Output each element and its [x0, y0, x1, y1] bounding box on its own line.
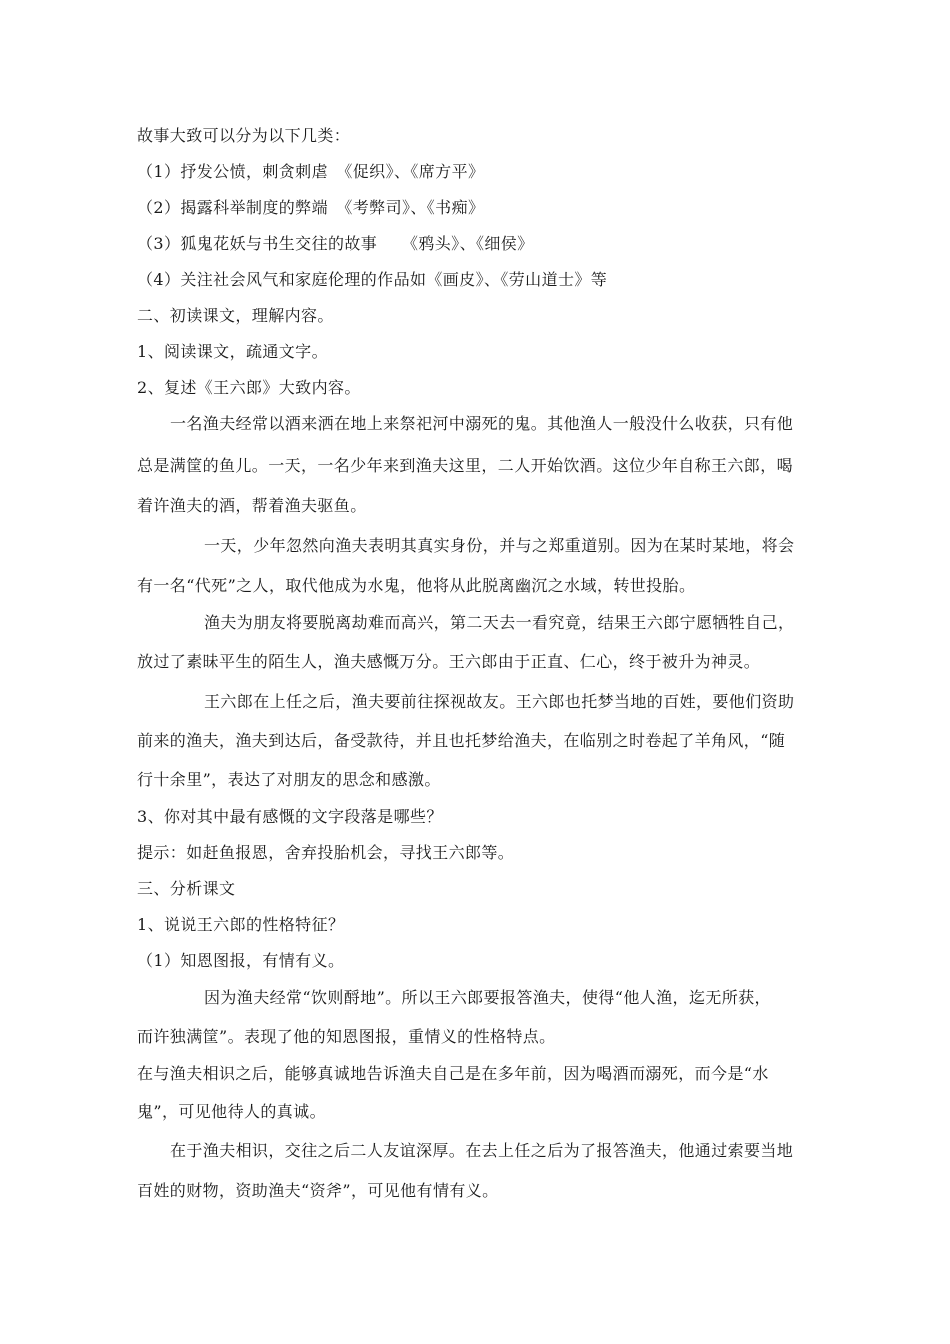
summary-paragraph-2-line: 一天，少年忽然向渔夫表明其真实身份，并与之郑重道别。因为在某时某地，将会	[204, 536, 795, 555]
analysis-paragraph-3-line: 在于渔夫相识，交往之后二人友谊深厚。在去上任之后为了报答渔夫，他通过索要当地	[170, 1141, 794, 1160]
summary-paragraph-2-line: 有一名“代死”之人，取代他成为水鬼，他将从此脱离幽沉之水域，转世投胎。	[137, 576, 696, 595]
analysis-paragraph-2-line: 鬼”，可见他待人的真诚。	[137, 1102, 326, 1121]
summary-paragraph-3-line: 放过了素昧平生的陌生人，渔夫感慨万分。王六郎由于正直、仁心，终于被升为神灵。	[137, 652, 761, 671]
category-item-1: （1）抒发公愤，刺贪刺虐 《促织》、《席方平》	[137, 162, 485, 181]
step-3: 3、你对其中最有感慨的文字段落是哪些？	[137, 807, 443, 826]
section-heading-2: 二、初读课文，理解内容。	[137, 306, 334, 325]
category-item-4: （4）关注社会风气和家庭伦理的作品如《画皮》、《劳山道士》等	[137, 270, 608, 289]
analysis-paragraph-1-line: 因为渔夫经常“饮则酹地”。所以王六郎要报答渔夫，使得“他人渔，迄无所获，	[204, 988, 771, 1007]
trait-heading-1: （1）知恩图报，有情有义。	[137, 951, 345, 970]
summary-paragraph-1-line: 一名渔夫经常以酒来洒在地上来祭祀河中溺死的鬼。其他渔人一般没什么收获，只有他	[170, 414, 794, 433]
hint-line: 提示：如赶鱼报恩，舍弃投胎机会，寻找王六郎等。	[137, 843, 515, 862]
summary-paragraph-1-line: 总是满筐的鱼儿。一天，一名少年来到渔夫这里，二人开始饮酒。这位少年自称王六郎，喝	[137, 456, 794, 475]
summary-paragraph-4-line: 前来的渔夫，渔夫到达后，备受款待，并且也托梦给渔夫，在临别之时卷起了羊角风，“随	[137, 731, 786, 750]
summary-paragraph-4-line: 行十余里”，表达了对朋友的思念和感激。	[137, 770, 441, 789]
step-1: 1、阅读课文，疏通文字。	[137, 342, 328, 361]
section-heading-3: 三、分析课文	[137, 879, 236, 898]
category-item-2: （2）揭露科举制度的弊端 《考弊司》、《书痴》	[137, 198, 485, 217]
summary-paragraph-4-line: 王六郎在上任之后，渔夫要前往探视故友。王六郎也托梦当地的百姓，要他们资助	[204, 692, 795, 711]
summary-paragraph-3-line: 渔夫为朋友将要脱离劫难而高兴，第二天去一看究竟，结果王六郎宁愿牺牲自己，	[204, 613, 795, 632]
summary-paragraph-1-line: 着许渔夫的酒，帮着渔夫驱鱼。	[137, 496, 367, 515]
intro-line: 故事大致可以分为以下几类：	[137, 126, 351, 145]
analysis-paragraph-1-line: 而许独满筐”。表现了他的知恩图报，重情义的性格特点。	[137, 1027, 556, 1046]
analysis-paragraph-3-line: 百姓的财物，资助渔夫“资斧”，可见他有情有义。	[137, 1181, 499, 1200]
analysis-paragraph-2-line: 在与渔夫相识之后，能够真诚地告诉渔夫自己是在多年前，因为喝酒而溺死，而今是“水	[137, 1064, 769, 1083]
category-item-3: （3）狐鬼花妖与书生交往的故事 《鸦头》、《细侯》	[137, 234, 534, 253]
question-1: 1、说说王六郎的性格特征？	[137, 915, 345, 934]
step-2: 2、复述《王六郎》大致内容。	[137, 378, 361, 397]
